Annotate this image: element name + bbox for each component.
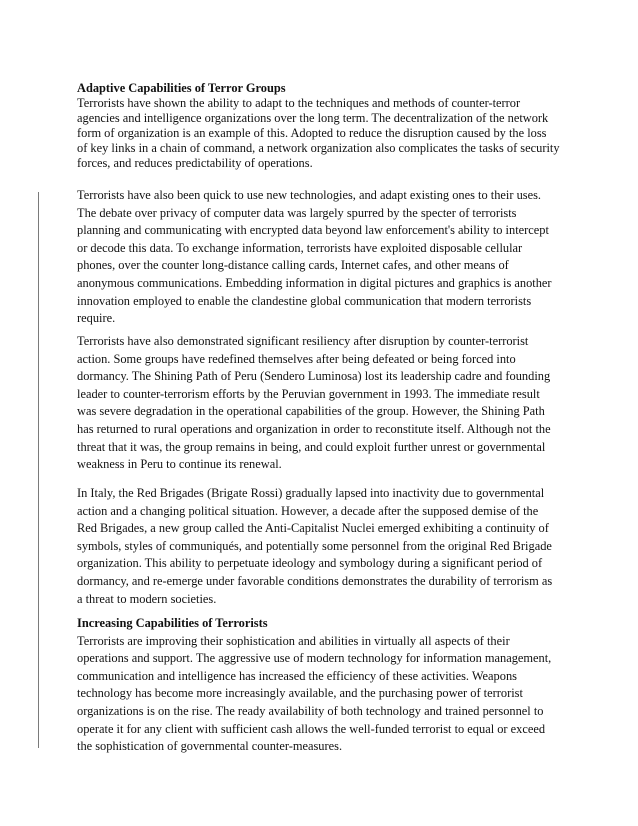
paragraph-line: require.	[77, 311, 116, 326]
paragraph-line: operations and support. The aggressive use of modern technology for information management,	[77, 651, 552, 666]
paragraph-line: The debate over privacy of computer data was largely spurred by the specter of terrorists	[77, 205, 517, 220]
paragraph-line: the sophistication of governmental counter-measures.	[77, 739, 343, 754]
paragraph-line: action. Some groups have redefined themselves after being defeated or being forced into	[77, 351, 516, 366]
paragraph-line: Terrorists have shown the ability to adapt to the techniques and methods of counter-terror	[77, 96, 521, 110]
paragraph-line: has returned to rural operations and organization in order to reconstitute itself. Although not the	[77, 421, 551, 436]
paragraph-new-technologies	[77, 187, 569, 328]
paragraph-red-brigades	[77, 485, 569, 608]
section-increasing-capabilities	[77, 615, 569, 756]
paragraph-line: communication and intelligence has increased the efficiency of these activities. Weapons	[77, 668, 517, 683]
paragraph-line: a threat to modern societies.	[77, 591, 217, 606]
paragraph-line: or decode this data. To exchange information, terrorists have exploited disposable cellular	[77, 240, 523, 255]
paragraph-line: dormancy. The Shining Path of Peru (Sendero Luminosa) lost its leadership cadre and founding	[77, 369, 551, 384]
paragraph-line: dormancy, and re-emerge under favorable conditions demonstrates the durability of terrorism as	[77, 573, 553, 588]
margin-change-bar	[38, 192, 39, 748]
paragraph-line: planning and communicating with encrypted data beyond law enforcement's ability to intercept	[77, 223, 549, 238]
paragraph-resiliency	[77, 333, 569, 474]
section-adaptive-capabilities	[77, 80, 569, 171]
paragraph-line: form of organization is an example of this. Adopted to reduce the disruption caused by the loss	[77, 126, 547, 140]
section-heading: Adaptive Capabilities of Terror Groups	[77, 81, 286, 95]
paragraph-line: weakness in Peru to continue its renewal.	[77, 457, 282, 472]
paragraph-line: forces, and reduces predictability of operations.	[77, 156, 313, 170]
paragraph-line: In Italy, the Red Brigades (Brigate Rossi) gradually lapsed into inactivity due to governmental	[77, 486, 545, 500]
paragraph-line: organization. This ability to perpetuate ideology and symbology during a significant period of	[77, 556, 543, 571]
paragraph-line: anonymous communications. Embedding information in digital pictures and graphics is another	[77, 275, 552, 290]
paragraph-line: was severe degradation in the operational capabilities of the group. However, the Shining Path	[77, 404, 545, 419]
paragraph-line: symbols, styles of communiqués, and potentially some personnel from the original Red Brigade	[77, 538, 552, 553]
paragraph-line: innovation employed to enable the clandestine global communication that modern terrorists	[77, 293, 532, 308]
paragraph-line: of key links in a chain of command, a network organization also complicates the tasks of security	[77, 141, 560, 155]
section-heading: Increasing Capabilities of Terrorists	[77, 616, 268, 630]
paragraph-line: Terrorists are improving their sophistication and abilities in virtually all aspects of their	[77, 633, 510, 648]
paragraph-line: action and a changing political situation. However, a decade after the supposed demise of the	[77, 503, 539, 518]
paragraph-line: Red Brigades, a new group called the Anti-Capitalist Nuclei emerged exhibiting a continuity of	[77, 521, 549, 536]
paragraph-line: technology has become more increasingly available, and the purchasing power of terrorist	[77, 686, 523, 701]
paragraph-line: leader to counter-terrorism efforts by the Peruvian government in 1993. The immediate result	[77, 386, 540, 401]
paragraph-line: Terrorists have also demonstrated significant resiliency after disruption by counter-terrorist	[77, 334, 529, 348]
paragraph-line: phones, over the counter long-distance calling cards, Internet cafes, and other means of	[77, 258, 509, 273]
paragraph-line: operate it for any client with sufficient cash allows the well-funded terrorist to equal or exceed	[77, 721, 546, 736]
paragraph-line: threat that it was, the group remains in being, and could exploit further unrest or governmental	[77, 439, 546, 454]
paragraph-line: organizations is on the rise. The ready availability of both technology and trained personnel to	[77, 703, 544, 718]
paragraph-line: agencies and intelligence organizations over the long term. The decentralization of the network	[77, 111, 549, 125]
paragraph-line: Terrorists have also been quick to use new technologies, and adapt existing ones to their uses.	[77, 188, 542, 202]
